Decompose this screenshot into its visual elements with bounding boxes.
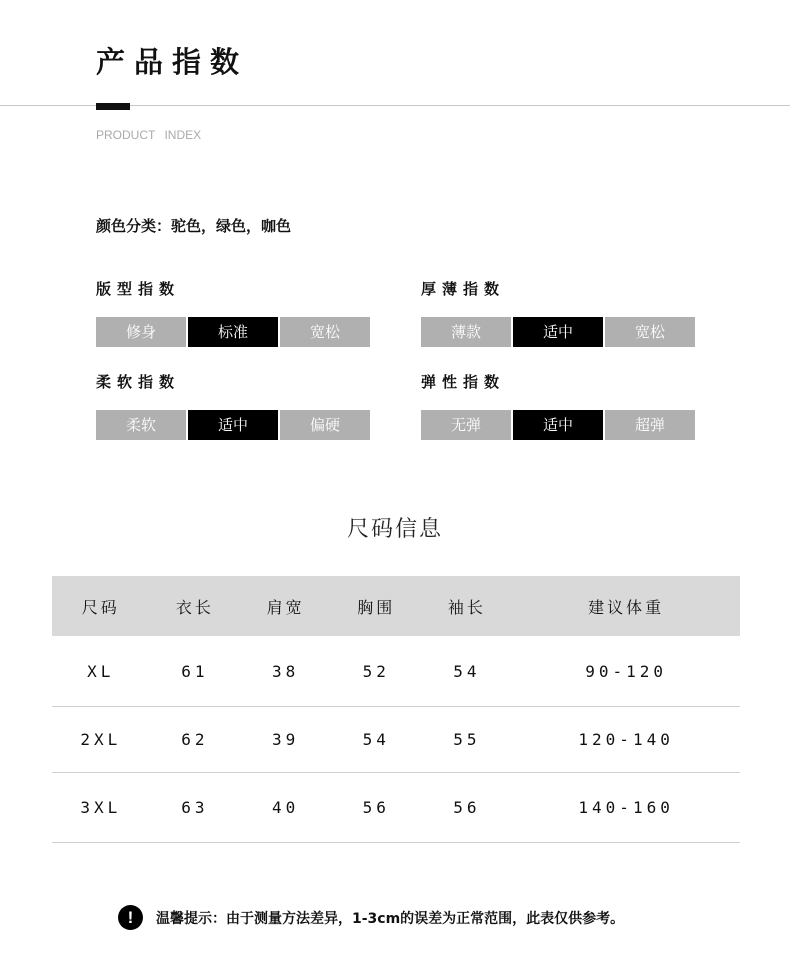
size-info-heading: 尺码信息 bbox=[346, 517, 443, 542]
index-group-thickness bbox=[421, 279, 697, 347]
index-option: 适中 bbox=[513, 317, 603, 347]
table-row bbox=[52, 636, 740, 707]
index-label: 厚薄指数 bbox=[421, 280, 506, 298]
title-accent-bar bbox=[96, 103, 130, 110]
table-header-row bbox=[52, 576, 740, 636]
table-cell: 2XL bbox=[52, 707, 150, 773]
exclamation-icon: ! bbox=[118, 905, 143, 930]
table-cell: 62 bbox=[150, 707, 241, 773]
table-cell: 54 bbox=[331, 707, 422, 773]
table-cell: XL bbox=[52, 636, 150, 707]
table-row bbox=[52, 707, 740, 773]
table-cell: 120-140 bbox=[512, 707, 740, 773]
table-cell: 40 bbox=[240, 773, 331, 843]
table-row bbox=[52, 773, 740, 843]
index-option: 适中 bbox=[188, 410, 278, 440]
table-cell: 61 bbox=[150, 636, 241, 707]
index-label: 弹性指数 bbox=[421, 373, 506, 391]
index-option: 适中 bbox=[513, 410, 603, 440]
column-header: 胸围 bbox=[331, 576, 422, 636]
table-cell: 90-120 bbox=[512, 636, 740, 707]
measurement-note bbox=[118, 905, 624, 930]
table-cell: 56 bbox=[331, 773, 422, 843]
index-option: 柔软 bbox=[96, 410, 186, 440]
column-header: 袖长 bbox=[422, 576, 513, 636]
index-option: 标准 bbox=[188, 317, 278, 347]
table-cell: 63 bbox=[150, 773, 241, 843]
column-header: 建议体重 bbox=[512, 576, 740, 636]
index-group-elasticity bbox=[421, 372, 697, 440]
table-cell: 140-160 bbox=[512, 773, 740, 843]
index-option: 无弹 bbox=[421, 410, 511, 440]
index-label: 柔软指数 bbox=[96, 373, 181, 391]
index-label: 版型指数 bbox=[96, 280, 181, 298]
index-option: 宽松 bbox=[605, 317, 695, 347]
column-header: 肩宽 bbox=[240, 576, 331, 636]
index-option: 修身 bbox=[96, 317, 186, 347]
table-cell: 55 bbox=[422, 707, 513, 773]
column-header: 衣长 bbox=[150, 576, 241, 636]
index-scale bbox=[421, 410, 697, 440]
page-title: 产品指数 bbox=[96, 45, 249, 79]
index-scale bbox=[96, 410, 372, 440]
color-category-text: 颜色分类：驼色，绿色，咖色 bbox=[96, 217, 292, 235]
index-option: 偏硬 bbox=[280, 410, 370, 440]
table-cell: 3XL bbox=[52, 773, 150, 843]
table-cell: 56 bbox=[422, 773, 513, 843]
index-group-softness bbox=[96, 372, 372, 440]
size-table bbox=[52, 576, 740, 843]
index-option: 超弹 bbox=[605, 410, 695, 440]
index-group-fit bbox=[96, 279, 372, 347]
index-scale bbox=[96, 317, 372, 347]
table-cell: 52 bbox=[331, 636, 422, 707]
table-cell: 38 bbox=[240, 636, 331, 707]
page-subtitle: PRODUCT INDEX bbox=[96, 128, 202, 142]
index-option: 薄款 bbox=[421, 317, 511, 347]
column-header: 尺码 bbox=[52, 576, 150, 636]
table-cell: 39 bbox=[240, 707, 331, 773]
table-cell: 54 bbox=[422, 636, 513, 707]
note-text: 温馨提示：由于测量方法差异，1-3cm的误差为正常范围，此表仅供参考。 bbox=[156, 910, 625, 927]
index-option: 宽松 bbox=[280, 317, 370, 347]
index-scale bbox=[421, 317, 697, 347]
